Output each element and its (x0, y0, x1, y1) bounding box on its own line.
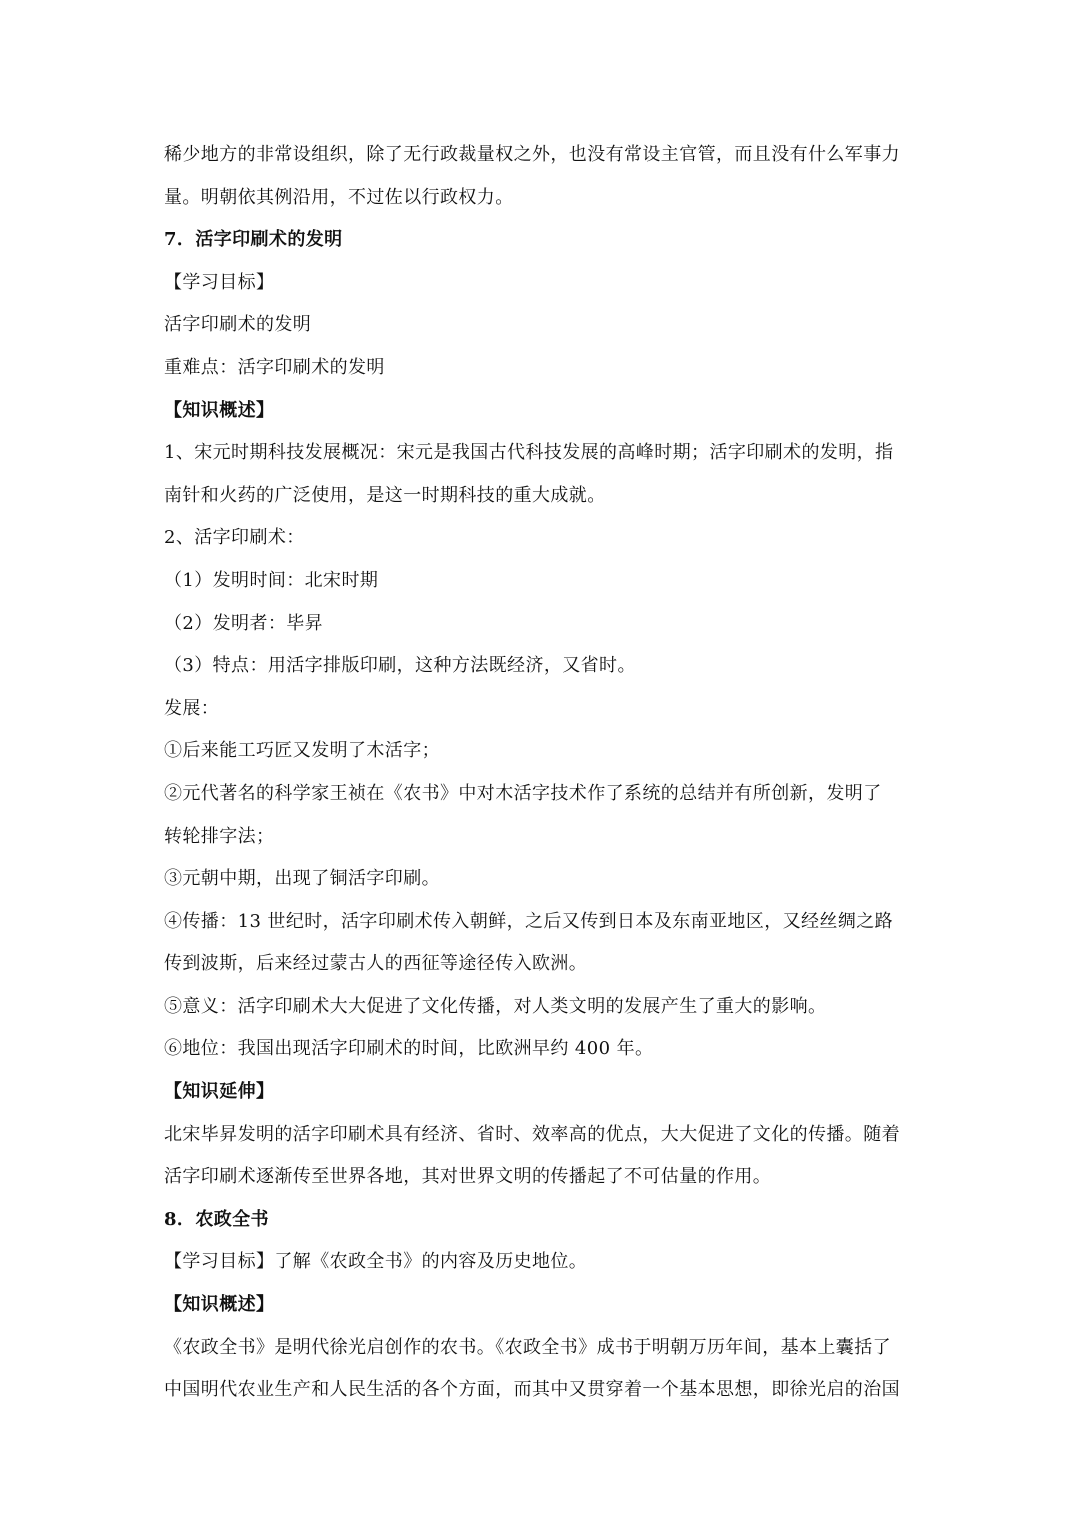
learning-objectives-line: 【学习目标】了解《农政全书》的内容及历史地位。 (164, 1251, 588, 1273)
body-text-line: 《农政全书》是明代徐光启创作的农书。《农政全书》成书于明朝万历年间，基本上囊括了 (164, 1336, 891, 1358)
body-text-line: 1、宋元时期科技发展概况：宋元是我国古代科技发展的高峰时期；活字印刷术的发明，指 (164, 442, 894, 464)
document-body (164, 134, 918, 1412)
body-text-line: 南针和火药的广泛使用，是这一时期科技的重大成就。 (164, 484, 606, 506)
list-item: ④传播：13 世纪时，活字印刷术传入朝鲜，之后又传到日本及东南亚地区，又经丝绸之路 (164, 910, 894, 932)
section-heading-7: 7．活字印刷术的发明 (164, 229, 343, 251)
section-heading-8: 8．农政全书 (164, 1208, 269, 1230)
list-item: （1）发明时间：北宋时期 (164, 569, 379, 591)
body-text-line: 活字印刷术的发明 (164, 314, 312, 336)
list-item: 传到波斯，后来经过蒙古人的西征等途径传入欧洲。 (164, 953, 588, 975)
list-item: ①后来能工巧匠又发明了木活字； (164, 740, 440, 762)
learning-objectives-label: 【学习目标】 (164, 271, 275, 293)
body-text-line: 稀少地方的非常设组织，除了无行政裁量权之外，也没有常设主官管，而且没有什么军事力 (164, 144, 900, 165)
body-text-line: 中国明代农业生产和人民生活的各个方面，而其中又贯穿着一个基本思想，即徐光启的治国 (164, 1379, 900, 1401)
body-text-line: 发展： (164, 697, 220, 719)
list-item: ②元代著名的科学家王祯在《农书》中对木活字技术作了系统的总结并有所创新，发明了 (164, 782, 882, 804)
list-item: （2）发明者：毕昇 (164, 612, 324, 634)
knowledge-overview-label: 【知识概述】 (164, 1294, 275, 1316)
body-text-line: 活字印刷术逐渐传至世界各地，其对世界文明的传播起了不可估量的作用。 (164, 1166, 772, 1188)
body-text-line: 北宋毕昇发明的活字印刷术具有经济、省时、效率高的优点，大大促进了文化的传播。随着 (164, 1123, 900, 1145)
key-points-line: 重难点：活字印刷术的发明 (164, 356, 385, 378)
list-item: （3）特点：用活字排版印刷，这种方法既经济，又省时。 (164, 655, 636, 677)
knowledge-extension-label: 【知识延伸】 (164, 1081, 275, 1103)
list-item: 转轮排字法； (164, 825, 275, 847)
body-text-line: 量。明朝依其例沿用，不过佐以行政权力。 (164, 186, 514, 208)
list-item: ⑥地位：我国出现活字印刷术的时间，比欧洲早约 400 年。 (164, 1038, 654, 1060)
knowledge-overview-label: 【知识概述】 (164, 399, 275, 421)
body-text-line: 2、活字印刷术： (164, 527, 305, 549)
list-item: ③元朝中期，出现了铜活字印刷。 (164, 868, 440, 890)
list-item: ⑤意义：活字印刷术大大促进了文化传播，对人类文明的发展产生了重大的影响。 (164, 995, 827, 1017)
